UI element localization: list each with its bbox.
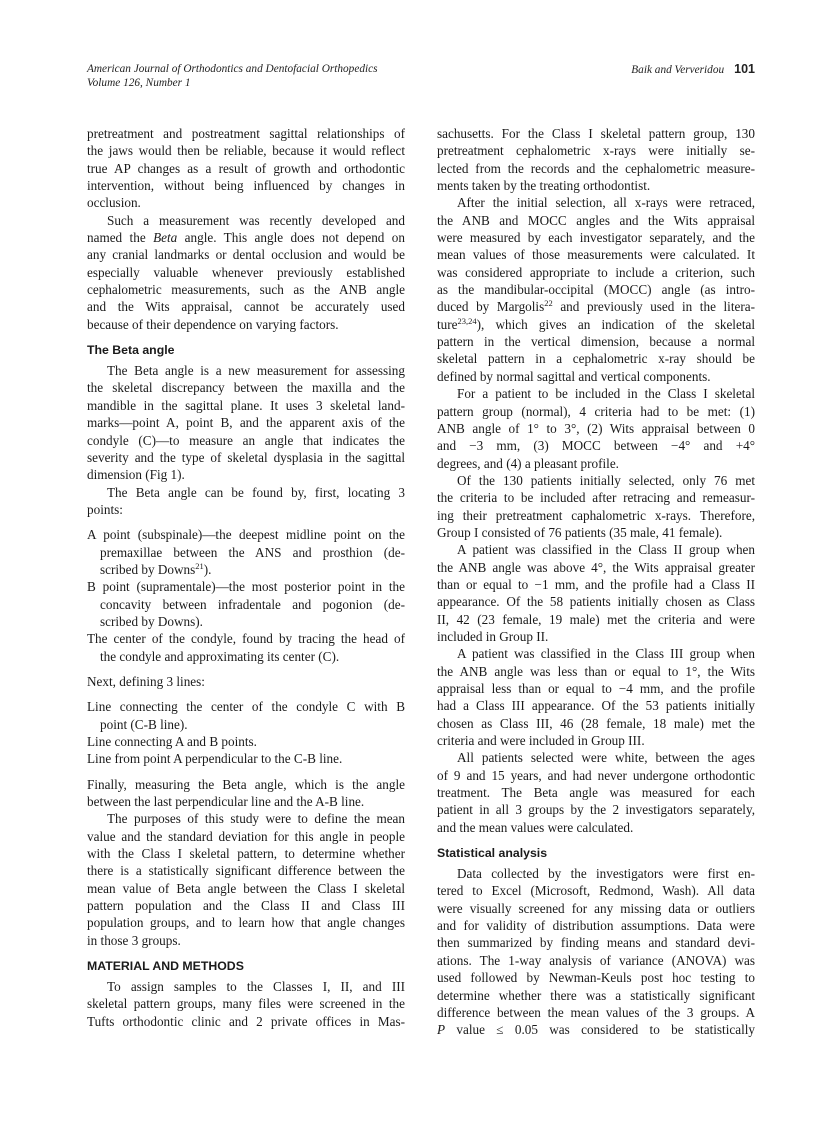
text-span: angle. This angle does not depend on — [177, 230, 405, 246]
text-line: value and the standard deviation for this angle in people — [87, 828, 405, 844]
text-line: Next, defining 3 lines: — [87, 673, 205, 689]
spacer — [87, 768, 405, 776]
list-item-cont: premaxillae between the ANS and prosthion (de- — [100, 544, 405, 560]
text-line: A patient was classified in the Class II group when — [457, 542, 755, 558]
text-line: the ANB angle was above 4°, the Wits appraisal greater — [437, 559, 755, 575]
running-header-right — [631, 62, 755, 77]
text-line: To assign samples to the Classes I, II, and III — [107, 979, 405, 995]
text-line: included in Group II. — [437, 628, 549, 644]
journal-volume: Volume 126, Number 1 — [87, 77, 191, 89]
text-line: Data collected by the investigators were first en- — [457, 866, 755, 882]
text-span: and previously used in the litera- — [552, 299, 755, 315]
running-header-left — [87, 62, 378, 90]
text-line: degrees, and (4) a pleasant profile. — [437, 455, 619, 471]
list-item-cont: point (C-B line). — [100, 716, 188, 732]
text-line: ANB angle of 1° to 3°, (2) Wits appraisal between 0 — [437, 420, 755, 436]
text-line: then summarized by finding means and standard devi- — [437, 935, 755, 951]
text-line: Group I consisted of 76 patients (35 male, 41 female). — [437, 524, 723, 540]
paragraph — [437, 645, 755, 749]
text-line: the criteria to be included after retracing and remeasur- — [437, 490, 755, 506]
text-line: intervention, without being influenced by changes in — [87, 178, 405, 194]
section-heading-methods: MATERIAL AND METHODS — [87, 959, 244, 974]
text-line: true AP changes as a result of growth and orthodontic — [87, 160, 405, 176]
list-item: Line connecting A and B points. — [87, 734, 257, 749]
text-line: and the mean values were calculated. — [437, 819, 634, 835]
paragraph — [437, 194, 755, 385]
text-line: points: — [87, 501, 123, 517]
text-line: appearance. Of the 58 patients initially chosen as Class — [437, 594, 755, 610]
emphasis-beta: Beta — [153, 230, 178, 246]
text-line: pretreatment cephalometric x-rays were initially se- — [437, 143, 755, 159]
text-line: mean values of those measurements were calculated. It — [437, 247, 755, 263]
left-column — [87, 125, 405, 1030]
text-line: and −3 mm, (3) MOCC between −4° and +4° — [437, 438, 755, 454]
right-column — [437, 125, 755, 1039]
text-line: especially valuable whenever previously established — [87, 264, 405, 280]
section-heading-statistical-analysis: Statistical analysis — [437, 846, 548, 861]
text-line: criteria and were included in Group III. — [437, 733, 645, 749]
text-line: skeletal pattern in a cephalometric x-ray should be — [437, 351, 755, 367]
paragraph — [437, 749, 755, 836]
text-line — [87, 229, 405, 246]
list-item: Line from point A perpendicular to the C-B line. — [87, 751, 343, 767]
text-line: any cranial landmarks or dental occlusion and would be — [87, 247, 405, 263]
paragraph — [437, 125, 755, 194]
text-line: dimension (Fig 1). — [87, 467, 185, 483]
text-span: ), which gives an indication of the skeletal — [476, 316, 755, 332]
text-line: A patient was classified in the Class III group when — [457, 646, 755, 662]
text-line: pattern group (normal), 4 criteria had to be met: (1) — [437, 403, 755, 419]
lines-list — [87, 698, 405, 767]
text-line: used followed by Newman-Keuls post hoc testing to — [437, 970, 755, 986]
text-line: The Beta angle can be found by, first, locating 3 — [107, 484, 405, 500]
text-line: difference between the mean values of the 3 groups. A — [437, 1004, 755, 1020]
text-line: defined by normal sagittal and vertical components. — [437, 368, 711, 384]
text-line: All patients selected were white, between the ages — [457, 750, 755, 766]
text-line: skeletal pattern groups, many files were screened in the — [87, 996, 405, 1012]
text-line: as the mandibular-occipital (MOCC) angle (as intro- — [437, 282, 755, 298]
text-line: Of the 130 patients initially selected, only 76 met — [457, 472, 755, 488]
paragraph — [87, 776, 405, 811]
text-line: lected from the records and the cephalometric measure- — [437, 160, 755, 176]
text-line: ations. The 1-way analysis of variance (ANOVA) was — [437, 952, 755, 968]
text-line: chosen as Class III, 46 (28 female, 18 male) met the — [437, 715, 755, 731]
text-line: appraisal less than or equal to −4 mm, and the profile — [437, 681, 755, 696]
text-line: treatment. The Beta angle was measured for each — [437, 785, 755, 801]
text-line: patient in all 3 groups by the 2 investigators separately, — [437, 802, 755, 818]
page-number: 101 — [734, 62, 755, 76]
list-item-cont — [87, 561, 405, 578]
text-line: severity and the type of skeletal dysplasia in the sagittal — [87, 449, 405, 465]
text-line: population groups, and to learn how that angle changes — [87, 915, 405, 931]
text-line: Such a measurement was recently developed and — [107, 212, 405, 228]
text-line: mandible in the sagittal plane. It uses 3 skeletal land- — [87, 397, 405, 413]
text-line: occlusion. — [87, 195, 141, 211]
text-line: pattern population and the Class II and Class III — [87, 898, 405, 914]
points-list — [87, 526, 405, 665]
text-line: II, 42 (23 female, 19 male) met the criteria and were — [437, 611, 755, 627]
paragraph — [437, 385, 755, 472]
text-line: between the last perpendicular line and the A-B line. — [87, 794, 365, 810]
text-line: and the Wits appraisal, cannot be accurately used — [87, 299, 405, 315]
text-line: were measured by each investigator separately, and the — [437, 230, 755, 246]
text-line: The Beta angle is a new measurement for assessing — [107, 363, 405, 379]
author-names: Baik and Ververidou — [631, 64, 725, 76]
text-line: in those 3 groups. — [87, 932, 181, 948]
text-line: the ANB and MOCC angles and the Wits appraisal — [437, 212, 755, 228]
list-item-cont: the condyle and approximating its center (C). — [100, 648, 340, 664]
reference-number: 22 — [544, 298, 553, 309]
text-line: cephalometric measurements, such as the ANB angle — [87, 282, 405, 298]
text-span: ). — [203, 561, 212, 577]
emphasis-p: P — [437, 1022, 446, 1038]
paragraph — [87, 362, 405, 483]
paragraph — [87, 125, 405, 212]
text-span: ture — [437, 316, 458, 332]
text-line: had a Class III appearance. Of the 53 patients initially — [437, 698, 755, 714]
paragraph — [87, 810, 405, 949]
text-line: ments taken by the treating orthodontist. — [437, 178, 651, 194]
paragraph — [437, 472, 755, 541]
reference-number: 21 — [195, 560, 204, 571]
paragraph — [87, 212, 405, 333]
text-line: and for validity of distribution assumptions. Data were — [437, 918, 755, 934]
text-span: value ≤ 0.05 was considered to be statistically — [445, 1022, 755, 1038]
text-line: pattern in the vertical dimension, because a normal — [437, 334, 755, 350]
text-line: ing their pretreatment caphalometric x-rays. Therefore, — [437, 507, 755, 523]
text-line — [437, 316, 755, 333]
text-line: there is a statistically significant difference between the — [87, 863, 405, 879]
text-line: with the Class I skeletal pattern, to determine whether — [87, 846, 405, 862]
text-line: condyle (C)—to measure an angle that indicates the — [87, 432, 405, 448]
text-span: duced by Margolis — [437, 299, 545, 315]
spacer — [87, 690, 405, 698]
paragraph — [437, 541, 755, 645]
reference-number: 23,24 — [457, 315, 477, 326]
text-line: because of their dependence on varying factors. — [87, 316, 339, 332]
text-line: marks—point A, point B, and the apparent axis of the — [87, 415, 405, 431]
text-line: For a patient to be included in the Class I skeletal — [457, 386, 755, 402]
section-heading-beta-angle: The Beta angle — [87, 343, 175, 358]
text-line: mean value of Beta angle between the Class I skeletal — [87, 880, 405, 896]
text-span: named the — [87, 230, 154, 246]
text-line: After the initial selection, all x-rays were retraced, — [457, 195, 755, 211]
list-item: B point (supramentale)—the most posterior point in the — [87, 579, 405, 595]
text-line: sachusetts. For the Class I skeletal pattern group, 130 — [437, 126, 755, 141]
list-item-cont: concavity between infradentale and pogonion (de- — [100, 596, 405, 612]
text-span: scribed by Downs — [100, 561, 196, 577]
spacer — [87, 665, 405, 673]
text-line — [437, 298, 755, 315]
list-item: The center of the condyle, found by tracing the head of — [87, 631, 405, 647]
text-line: the jaws would then be reliable, because it would reflect — [87, 143, 405, 159]
text-line: determine whether there was a statistically significant — [437, 987, 755, 1003]
text-line: were visually screened for any missing data or outliers — [437, 900, 755, 916]
list-item: A point (subspinale)—the deepest midline point on the — [87, 527, 405, 543]
list-item: Line connecting the center of the condyle C with B — [87, 699, 405, 715]
paragraph — [87, 978, 405, 1030]
paragraph — [437, 865, 755, 1038]
text-line — [437, 1021, 755, 1038]
text-line: pretreatment and postreatment sagittal relationships of — [87, 126, 405, 141]
text-line: was considered appropriate to include a criterion, such — [437, 264, 755, 280]
list-item-cont: scribed by Downs). — [100, 613, 203, 629]
paragraph — [87, 484, 405, 519]
text-line: the skeletal discrepancy between the maxilla and the — [87, 380, 405, 396]
text-line: The purposes of this study were to define the mean — [107, 811, 405, 827]
text-line: the ANB angle was less than or equal to 1°, the Wits — [437, 663, 755, 679]
text-line: than or equal to −1 mm, and the profile had a Class II — [437, 576, 755, 592]
text-line: Finally, measuring the Beta angle, which is the angle — [87, 776, 405, 792]
text-line: of 9 and 15 years, and had never undergone orthodontic — [437, 767, 755, 783]
journal-title: American Journal of Orthodontics and Dentofacial Orthopedics — [87, 63, 378, 75]
spacer — [87, 518, 405, 526]
text-line: Tufts orthodontic clinic and 2 private offices in Mas- — [87, 1013, 405, 1029]
text-line: tered to Excel (Microsoft, Redmond, Wash). All data — [437, 883, 755, 899]
